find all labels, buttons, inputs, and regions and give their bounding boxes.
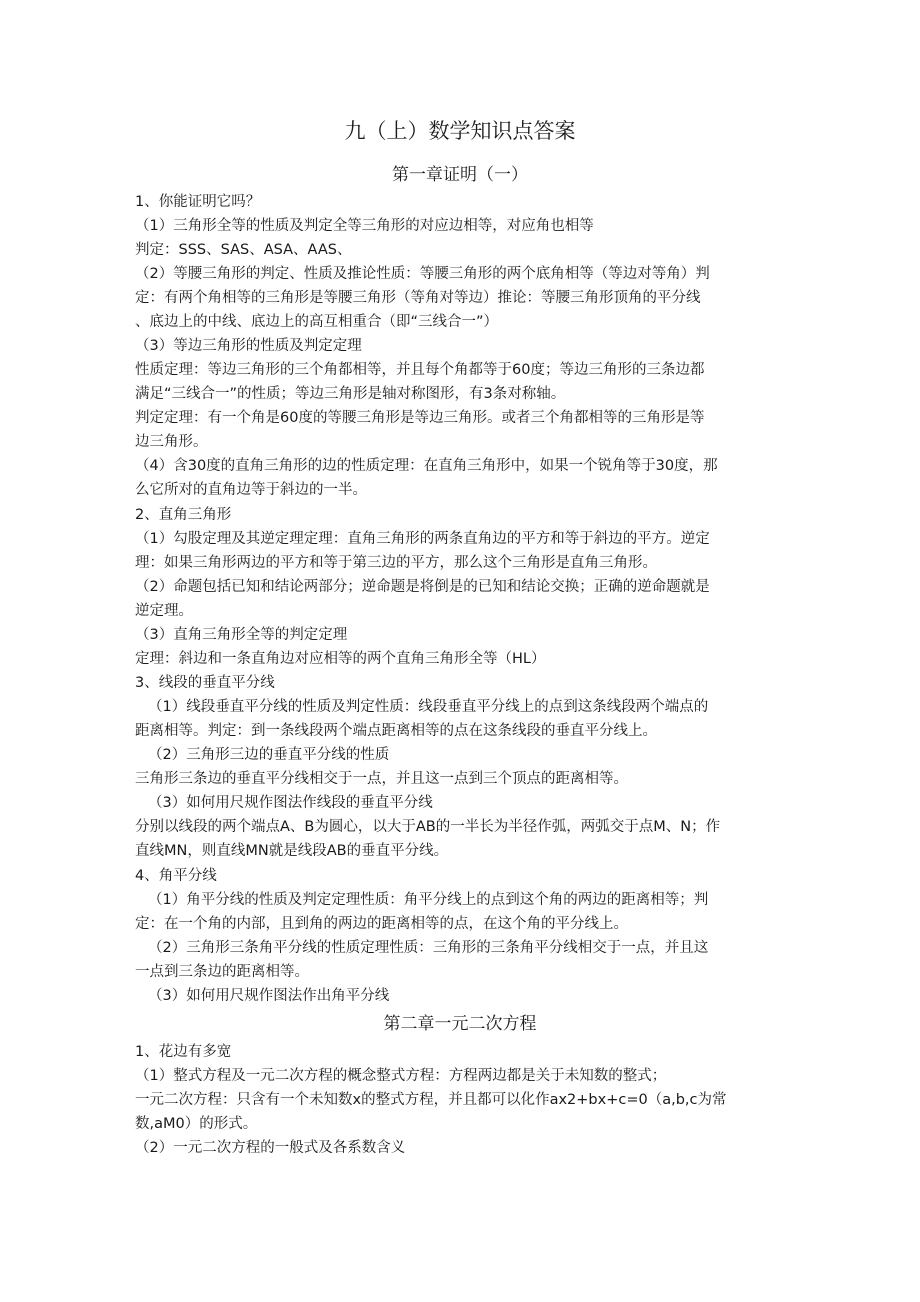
text-line: （3）直角三角形全等的判定定理 xyxy=(135,627,348,643)
text-line: （3）如何用尺规作图法作线段的垂直平分线 xyxy=(148,795,433,811)
text-line: 定理：斜边和一条直角边对应相等的两个直角三角形全等（HL） xyxy=(135,651,546,667)
text-line: 边三角形。 xyxy=(135,434,208,450)
text-line: 3、线段的垂直平分线 xyxy=(135,675,275,691)
chapter-2-heading: 第二章一元二次方程 xyxy=(383,1014,537,1034)
text-line: 数,aM0）的形式。 xyxy=(135,1116,258,1132)
text-line: （1）三角形全等的性质及判定全等三角形的对应边相等，对应角也相等 xyxy=(135,218,594,234)
text-line: 么它所对的直角边等于斜边的一半。 xyxy=(135,482,367,498)
text-line: 1、花边有多宽 xyxy=(135,1044,232,1060)
text-line: （2）一元二次方程的一般式及各系数含义 xyxy=(135,1140,406,1156)
text-line: 定：在一个角的内部，且到角的两边的距离相等的点，在这个角的平分线上。 xyxy=(135,916,628,932)
text-line: 分别以线段的两个端点A、B为圆心，以大于AB的一半长为半径作弧，两弧交于点M、N；作 xyxy=(135,819,721,835)
text-line: 三角形三条边的垂直平分线相交于一点，并且这一点到三个顶点的距离相等。 xyxy=(135,771,628,787)
text-line: 理：如果三角形两边的平方和等于第三边的平方，那么这个三角形是直角三角形。 xyxy=(135,555,657,571)
text-line: 、底边上的中线、底边上的高互相重合（即“三线合一”） xyxy=(135,314,499,330)
text-line: 判定定理：有一个角是60度的等腰三角形是等边三角形。或者三个角都相等的三角形是等 xyxy=(135,410,705,426)
chapter-1-heading: 第一章证明（一） xyxy=(392,165,528,185)
text-line: 定：有两个角相等的三角形是等腰三角形（等角对等边）推论：等腰三角形顶角的平分线 xyxy=(135,290,701,306)
text-line: 一元二次方程：只含有一个未知数x的整式方程，并且都可以化作ax2+bx+c=0（a,b,c为常 xyxy=(135,1092,727,1108)
text-line: 判定：SSS、SAS、ASA、AAS、 xyxy=(135,242,352,258)
text-line: 4、角平分线 xyxy=(135,868,217,884)
text-line: （1）角平分线的性质及判定定理性质：角平分线上的点到这个角的两边的距离相等；判 xyxy=(148,892,709,908)
text-line: （1）整式方程及一元二次方程的概念整式方程：方程两边都是关于未知数的整式； xyxy=(135,1068,667,1084)
text-line: （2）命题包括已知和结论两部分；逆命题是将倒是的已知和结论交换；正确的逆命题就是 xyxy=(135,579,710,595)
text-line: 距离相等。判定：到一条线段两个端点距离相等的点在这条线段的垂直平分线上。 xyxy=(135,723,657,739)
text-line: 一点到三条边的距离相等。 xyxy=(135,964,309,980)
text-line: （3）如何用尺规作图法作出角平分线 xyxy=(148,988,390,1004)
text-line: 2、直角三角形 xyxy=(135,507,232,523)
text-line: （3）等边三角形的性质及判定定理 xyxy=(135,338,362,354)
text-line: （4）含30度的直角三角形的边的性质定理：在直角三角形中，如果一个锐角等于30度，那 xyxy=(135,458,718,474)
page-title: 九（上）数学知识点答案 xyxy=(344,119,576,143)
text-line: 逆定理。 xyxy=(135,603,193,619)
text-line: （1）线段垂直平分线的性质及判定性质：线段垂直平分线上的点到这条线段两个端点的 xyxy=(148,699,709,715)
text-line: 性质定理：等边三角形的三个角都相等，并且每个角都等于60度；等边三角形的三条边都 xyxy=(135,362,705,378)
text-line: （2）三角形三条角平分线的性质定理性质：三角形的三条角平分线相交于一点，并且这 xyxy=(148,940,709,956)
text-line: （2）三角形三边的垂直平分线的性质 xyxy=(148,747,390,763)
text-line: （2）等腰三角形的判定、性质及推论性质：等腰三角形的两个底角相等（等边对等角）判 xyxy=(135,266,710,282)
text-line: 1、你能证明它吗？ xyxy=(135,194,261,210)
text-line: （1）勾股定理及其逆定理定理：直角三角形的两条直角边的平方和等于斜边的平方。逆定 xyxy=(135,531,710,547)
text-line: 直线MN，则直线MN就是线段AB的垂直平分线。 xyxy=(135,843,449,859)
text-line: 满足“三线合一”的性质；等边三角形是轴对称图形，有3条对称轴。 xyxy=(135,386,566,402)
